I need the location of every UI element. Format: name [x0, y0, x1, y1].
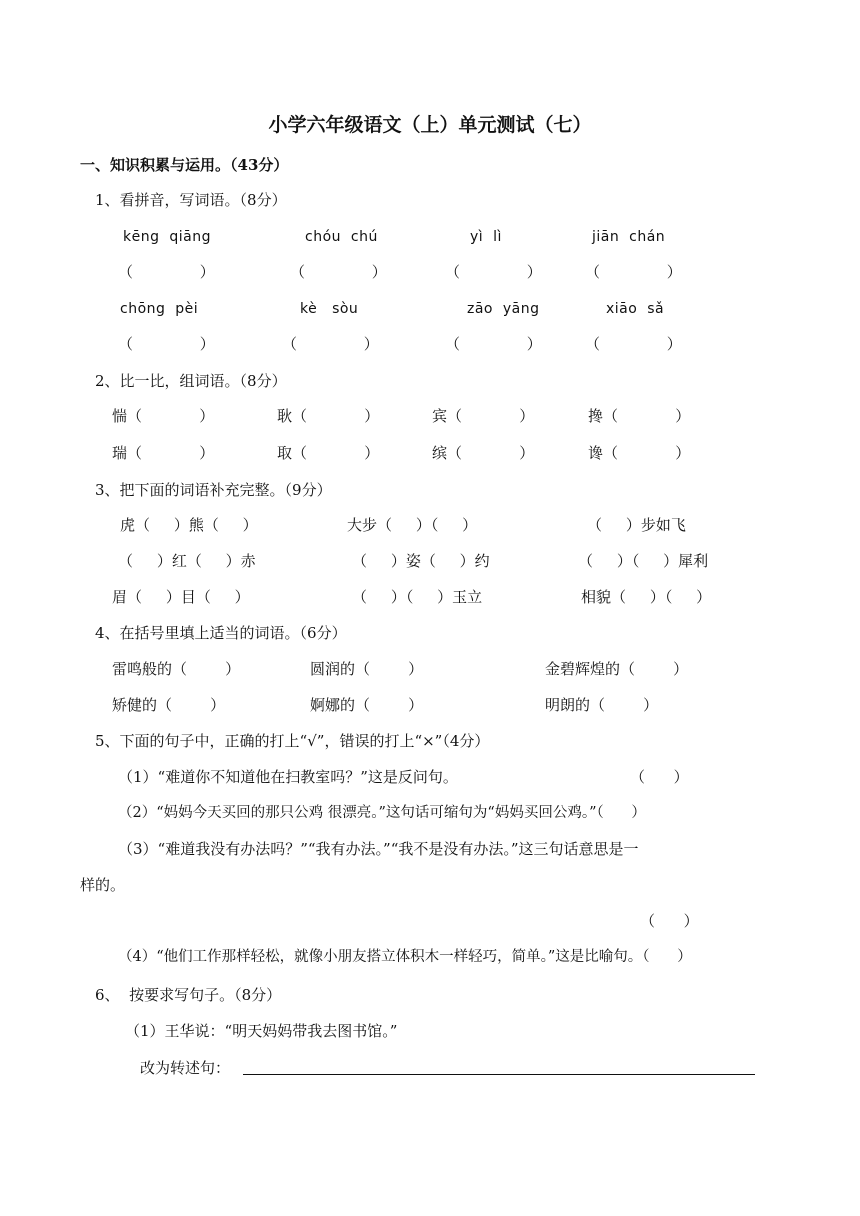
q5-sentence[interactable]: （2）“妈妈今天买回的那只公鸡 很漂亮。”这句话可缩句为“妈妈买回公鸡。”（ ） — [118, 805, 646, 821]
q2-item[interactable]: 搀（ ） — [588, 407, 691, 425]
q6-heading: 6、 按要求写句子。（8分） — [95, 986, 282, 1004]
answer-blank[interactable]: （ ） — [282, 335, 379, 353]
q1-pinyin: jiān chán — [592, 229, 666, 245]
q6-sentence: （1）王华说：“明天妈妈带我去图书馆。” — [125, 1022, 398, 1040]
q3-item[interactable]: 大步（ ）（ ） — [347, 516, 478, 534]
q4-item[interactable]: 矫健的（ ） — [112, 696, 226, 714]
q1-pinyin: chōng pèi — [120, 301, 199, 317]
answer-line[interactable] — [243, 1074, 755, 1075]
answer-blank[interactable]: （ ） — [290, 263, 387, 281]
q4-item[interactable]: 婀娜的（ ） — [310, 696, 424, 714]
q3-heading: 3、把下面的词语补充完整。（9分） — [95, 481, 332, 499]
q3-item[interactable]: （ ）（ ）犀利 — [578, 552, 709, 570]
q1-pinyin: zāo yāng — [467, 301, 540, 317]
answer-blank[interactable]: （ ） — [118, 263, 215, 281]
q2-heading: 2、比一比，组词语。（8分） — [95, 372, 287, 390]
q1-heading: 1、看拼音，写词语。（8分） — [95, 191, 287, 209]
answer-blank[interactable]: （ ） — [445, 263, 542, 281]
q2-item[interactable]: 宾（ ） — [432, 407, 535, 425]
q3-item[interactable]: 眉（ ）目（ ） — [112, 588, 250, 606]
q2-item[interactable]: 惴（ ） — [112, 407, 215, 425]
answer-blank[interactable]: （ ） — [630, 768, 689, 786]
answer-blank[interactable]: （ ） — [585, 335, 682, 353]
q6-prompt: 改为转述句： — [140, 1059, 231, 1077]
q3-item[interactable]: （ ）姿（ ）约 — [352, 552, 490, 570]
q2-item[interactable]: 取（ ） — [277, 444, 380, 462]
q5-sentence[interactable]: （4）“他们工作那样轻松，就像小朋友搭立体积木一样轻巧，简单。”这是比喻句。（ ） — [118, 949, 692, 965]
q5-sentence: （3）“难道我没有办法吗？”“我有办法。”“我不是没有办法。”这三句话意思是一 — [118, 840, 639, 858]
q3-item[interactable]: （ ）红（ ）赤 — [118, 552, 256, 570]
q4-item[interactable]: 圆润的（ ） — [310, 660, 424, 678]
q5-sentence: （1）“难道你不知道他在扫教室吗？”这是反问句。 — [118, 768, 458, 786]
page-title: 小学六年级语文（上）单元测试（七） — [268, 114, 592, 136]
q3-item[interactable]: 相貌（ ）（ ） — [581, 588, 712, 606]
q1-pinyin: xiāo sǎ — [606, 301, 665, 317]
q1-pinyin: kè sòu — [300, 301, 359, 317]
q1-pinyin: chóu chú — [305, 229, 378, 245]
q1-pinyin: yì lì — [470, 229, 502, 245]
q5-heading: 5、下面的句子中，正确的打上“√”，错误的打上“×”（4分） — [95, 732, 490, 750]
q4-heading: 4、在括号里填上适当的词语。（6分） — [95, 624, 347, 642]
answer-blank[interactable]: （ ） — [640, 912, 699, 930]
q4-item[interactable]: 金碧辉煌的（ ） — [545, 660, 689, 678]
q2-item[interactable]: 瑞（ ） — [112, 444, 215, 462]
q4-item[interactable]: 明朗的（ ） — [545, 696, 659, 714]
q2-item[interactable]: 谗（ ） — [588, 444, 691, 462]
q2-item[interactable]: 缤（ ） — [432, 444, 535, 462]
q4-item[interactable]: 雷鸣般的（ ） — [112, 660, 241, 678]
answer-blank[interactable]: （ ） — [445, 335, 542, 353]
q2-item[interactable]: 耿（ ） — [277, 407, 380, 425]
q3-item[interactable]: （ ）步如飞 — [587, 516, 686, 534]
answer-blank[interactable]: （ ） — [585, 263, 682, 281]
q3-item[interactable]: （ ）（ ）玉立 — [352, 588, 483, 606]
answer-blank[interactable]: （ ） — [118, 335, 215, 353]
q5-sentence: 样的。 — [80, 876, 126, 894]
q3-item[interactable]: 虎（ ）熊（ ） — [120, 516, 258, 534]
q1-pinyin: kēng qiāng — [123, 229, 211, 245]
section-heading-1: 一、知识积累与运用。（43分） — [80, 156, 289, 174]
